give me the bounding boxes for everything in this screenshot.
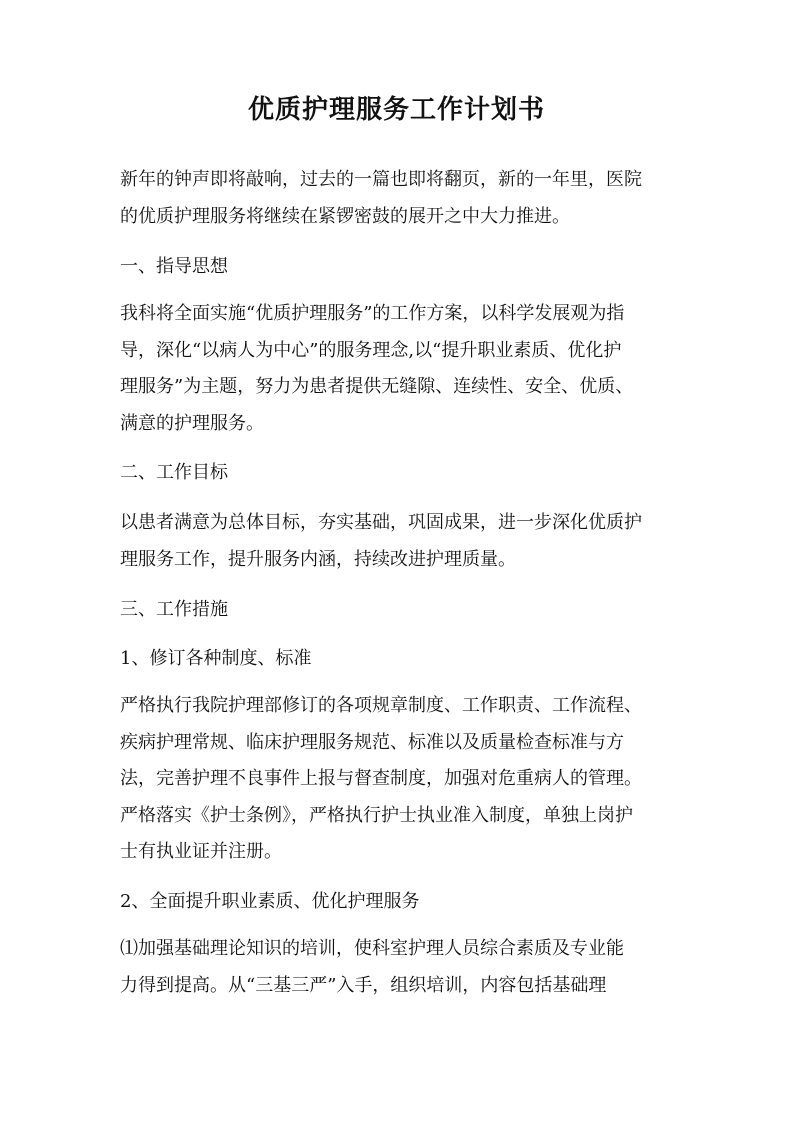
paragraph-line: 新年的钟声即将敲响，过去的一篇也即将翻页，新的一年里，医院	[120, 169, 642, 190]
paragraph-line: ⑴加强基础理论知识的培训，使科室护理人员综合素质及专业能	[120, 938, 624, 959]
paragraph-line: 力得到提高。从“三基三严”入手，组织培训，内容包括基础理	[120, 974, 607, 996]
section-heading-work-measures: 三、工作措施	[120, 599, 228, 620]
paragraph-line: 严格落实《护士条例》，严格执行护士执业准入制度，单独上岗护	[120, 804, 633, 826]
paragraph-line: 的优质护理服务将继续在紧锣密鼓的展开之中大力推进。	[120, 205, 570, 227]
item1-heading: 1、修订各种制度、标准	[120, 648, 312, 669]
intro-paragraph	[120, 162, 676, 235]
paragraph-line: 以患者满意为总体目标，夯实基础，巩固成果，进一步深化优质护	[120, 512, 642, 533]
item2-heading: 2、全面提升职业素质、优化护理服务	[120, 891, 420, 912]
section2-paragraph	[120, 505, 676, 578]
paragraph-line: 理服务”为主题，努力为患者提供无缝隙、连续性、安全、优质、	[120, 376, 634, 397]
paragraph-line: 理服务工作，提升服务内涵，持续改进护理质量。	[120, 548, 516, 570]
paragraph-line: 满意的护理服务。	[120, 412, 264, 434]
paragraph-line: 严格执行我院护理部修订的各项规章制度、工作职责、工作流程、	[120, 695, 642, 716]
paragraph-line: 导，深化“以病人为中心”的服务理念,以“提升职业素质、优化护	[120, 339, 622, 361]
paragraph-line: 我科将全面实施“优质护理服务”的工作方案，以科学发展观为指	[120, 303, 625, 324]
document-title: 优质护理服务工作计划书	[247, 95, 545, 125]
paragraph-line: 士有执业证并注册。	[120, 841, 282, 862]
section-heading-guiding-ideology: 一、指导思想	[120, 256, 228, 277]
section-heading-work-goals: 二、工作目标	[120, 462, 228, 483]
item2-paragraph	[120, 931, 676, 1004]
section1-paragraph	[120, 296, 676, 442]
item1-paragraph	[120, 688, 676, 871]
paragraph-line: 疾病护理常规、临床护理服务规范、标准以及质量检查标准与方	[120, 731, 624, 753]
paragraph-line: 法，完善护理不良事件上报与督查制度，加强对危重病人的管理。	[120, 768, 642, 789]
